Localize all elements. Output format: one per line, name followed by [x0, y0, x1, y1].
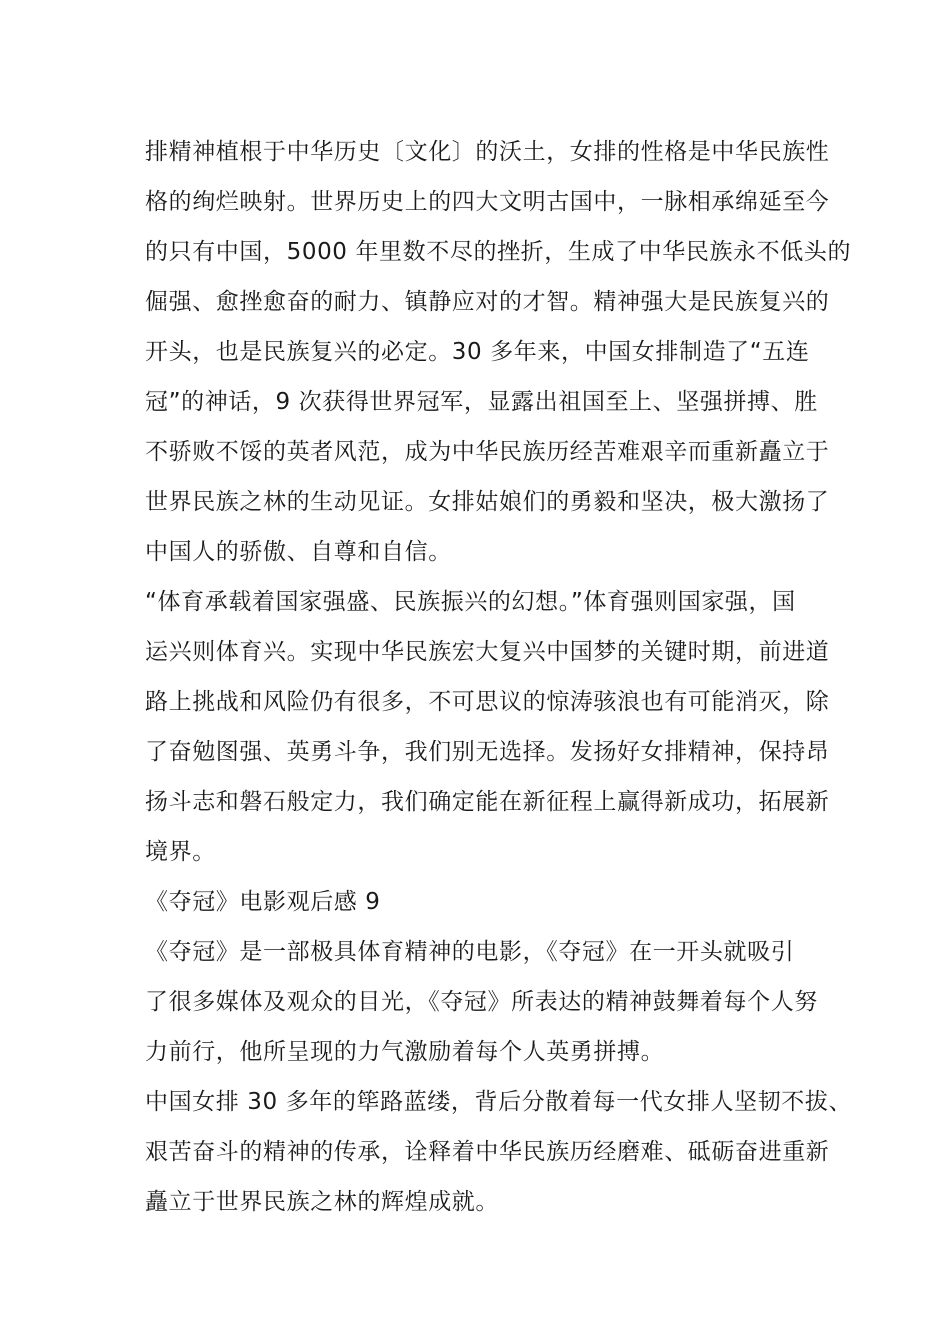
- text-line: 《夺冠》是一部极具体育精神的电影，《夺冠》在一开头就吸引: [145, 939, 795, 965]
- text-line: 格的绚烂映射。世界历史上的四大文明古国中，一脉相承绵延至今: [145, 189, 830, 215]
- text-line: 排精神植根于中华历史〔文化〕的沃土，女排的性格是中华民族性: [145, 139, 830, 165]
- text-line: 了奋勉图强、英勇斗争，我们别无选择。发扬好女排精神，保持昂: [145, 739, 830, 765]
- text-line: 中国人的骄傲、自尊和自信。: [145, 539, 452, 565]
- text-line: 了很多媒体及观众的目光，《夺冠》所表达的精神鼓舞着每个人努: [145, 989, 818, 1015]
- text-line: 路上挑战和风险仍有很多，不可思议的惊涛骇浪也有可能消灭，除: [145, 689, 830, 715]
- text-line: 艰苦奋斗的精神的传承，诠释着中华民族历经磨难、砥砺奋进重新: [145, 1139, 830, 1165]
- text-line: 中国女排 30 多年的筚路蓝缕，背后分散着每一代女排人坚韧不拔、: [145, 1089, 853, 1115]
- text-line: 扬斗志和磐石般定力，我们确定能在新征程上赢得新成功，拓展新: [145, 789, 830, 815]
- text-line: 冠”的神话，9 次获得世界冠军，显露出祖国至上、坚强拼搏、胜: [145, 389, 818, 415]
- text-line: 运兴则体育兴。实现中华民族宏大复兴中国梦的关键时期，前进道: [145, 639, 830, 665]
- text-line: 世界民族之林的生动见证。女排姑娘们的勇毅和坚决，极大激扬了: [145, 489, 830, 515]
- text-line: 矗立于世界民族之林的辉煌成就。: [145, 1189, 499, 1215]
- text-line: 不骄败不馁的英者风范，成为中华民族历经苦难艰辛而重新矗立于: [145, 439, 830, 465]
- text-line: 倔强、愈挫愈奋的耐力、镇静应对的才智。精神强大是民族复兴的: [145, 289, 830, 315]
- text-line: 的只有中国，5000 年里数不尽的挫折，生成了中华民族永不低头的: [145, 239, 852, 265]
- text-line: 力前行，他所呈现的力气激励着每个人英勇拼搏。: [145, 1039, 665, 1065]
- text-line: 开头，也是民族复兴的必定。30 多年来，中国女排制造了“五连: [145, 339, 810, 365]
- text-line: 境界。: [145, 839, 216, 865]
- text-line: “体育承载着国家强盛、民族振兴的幻想。”体育强则国家强，国: [145, 589, 796, 615]
- section-heading: 《夺冠》电影观后感 9: [145, 889, 381, 915]
